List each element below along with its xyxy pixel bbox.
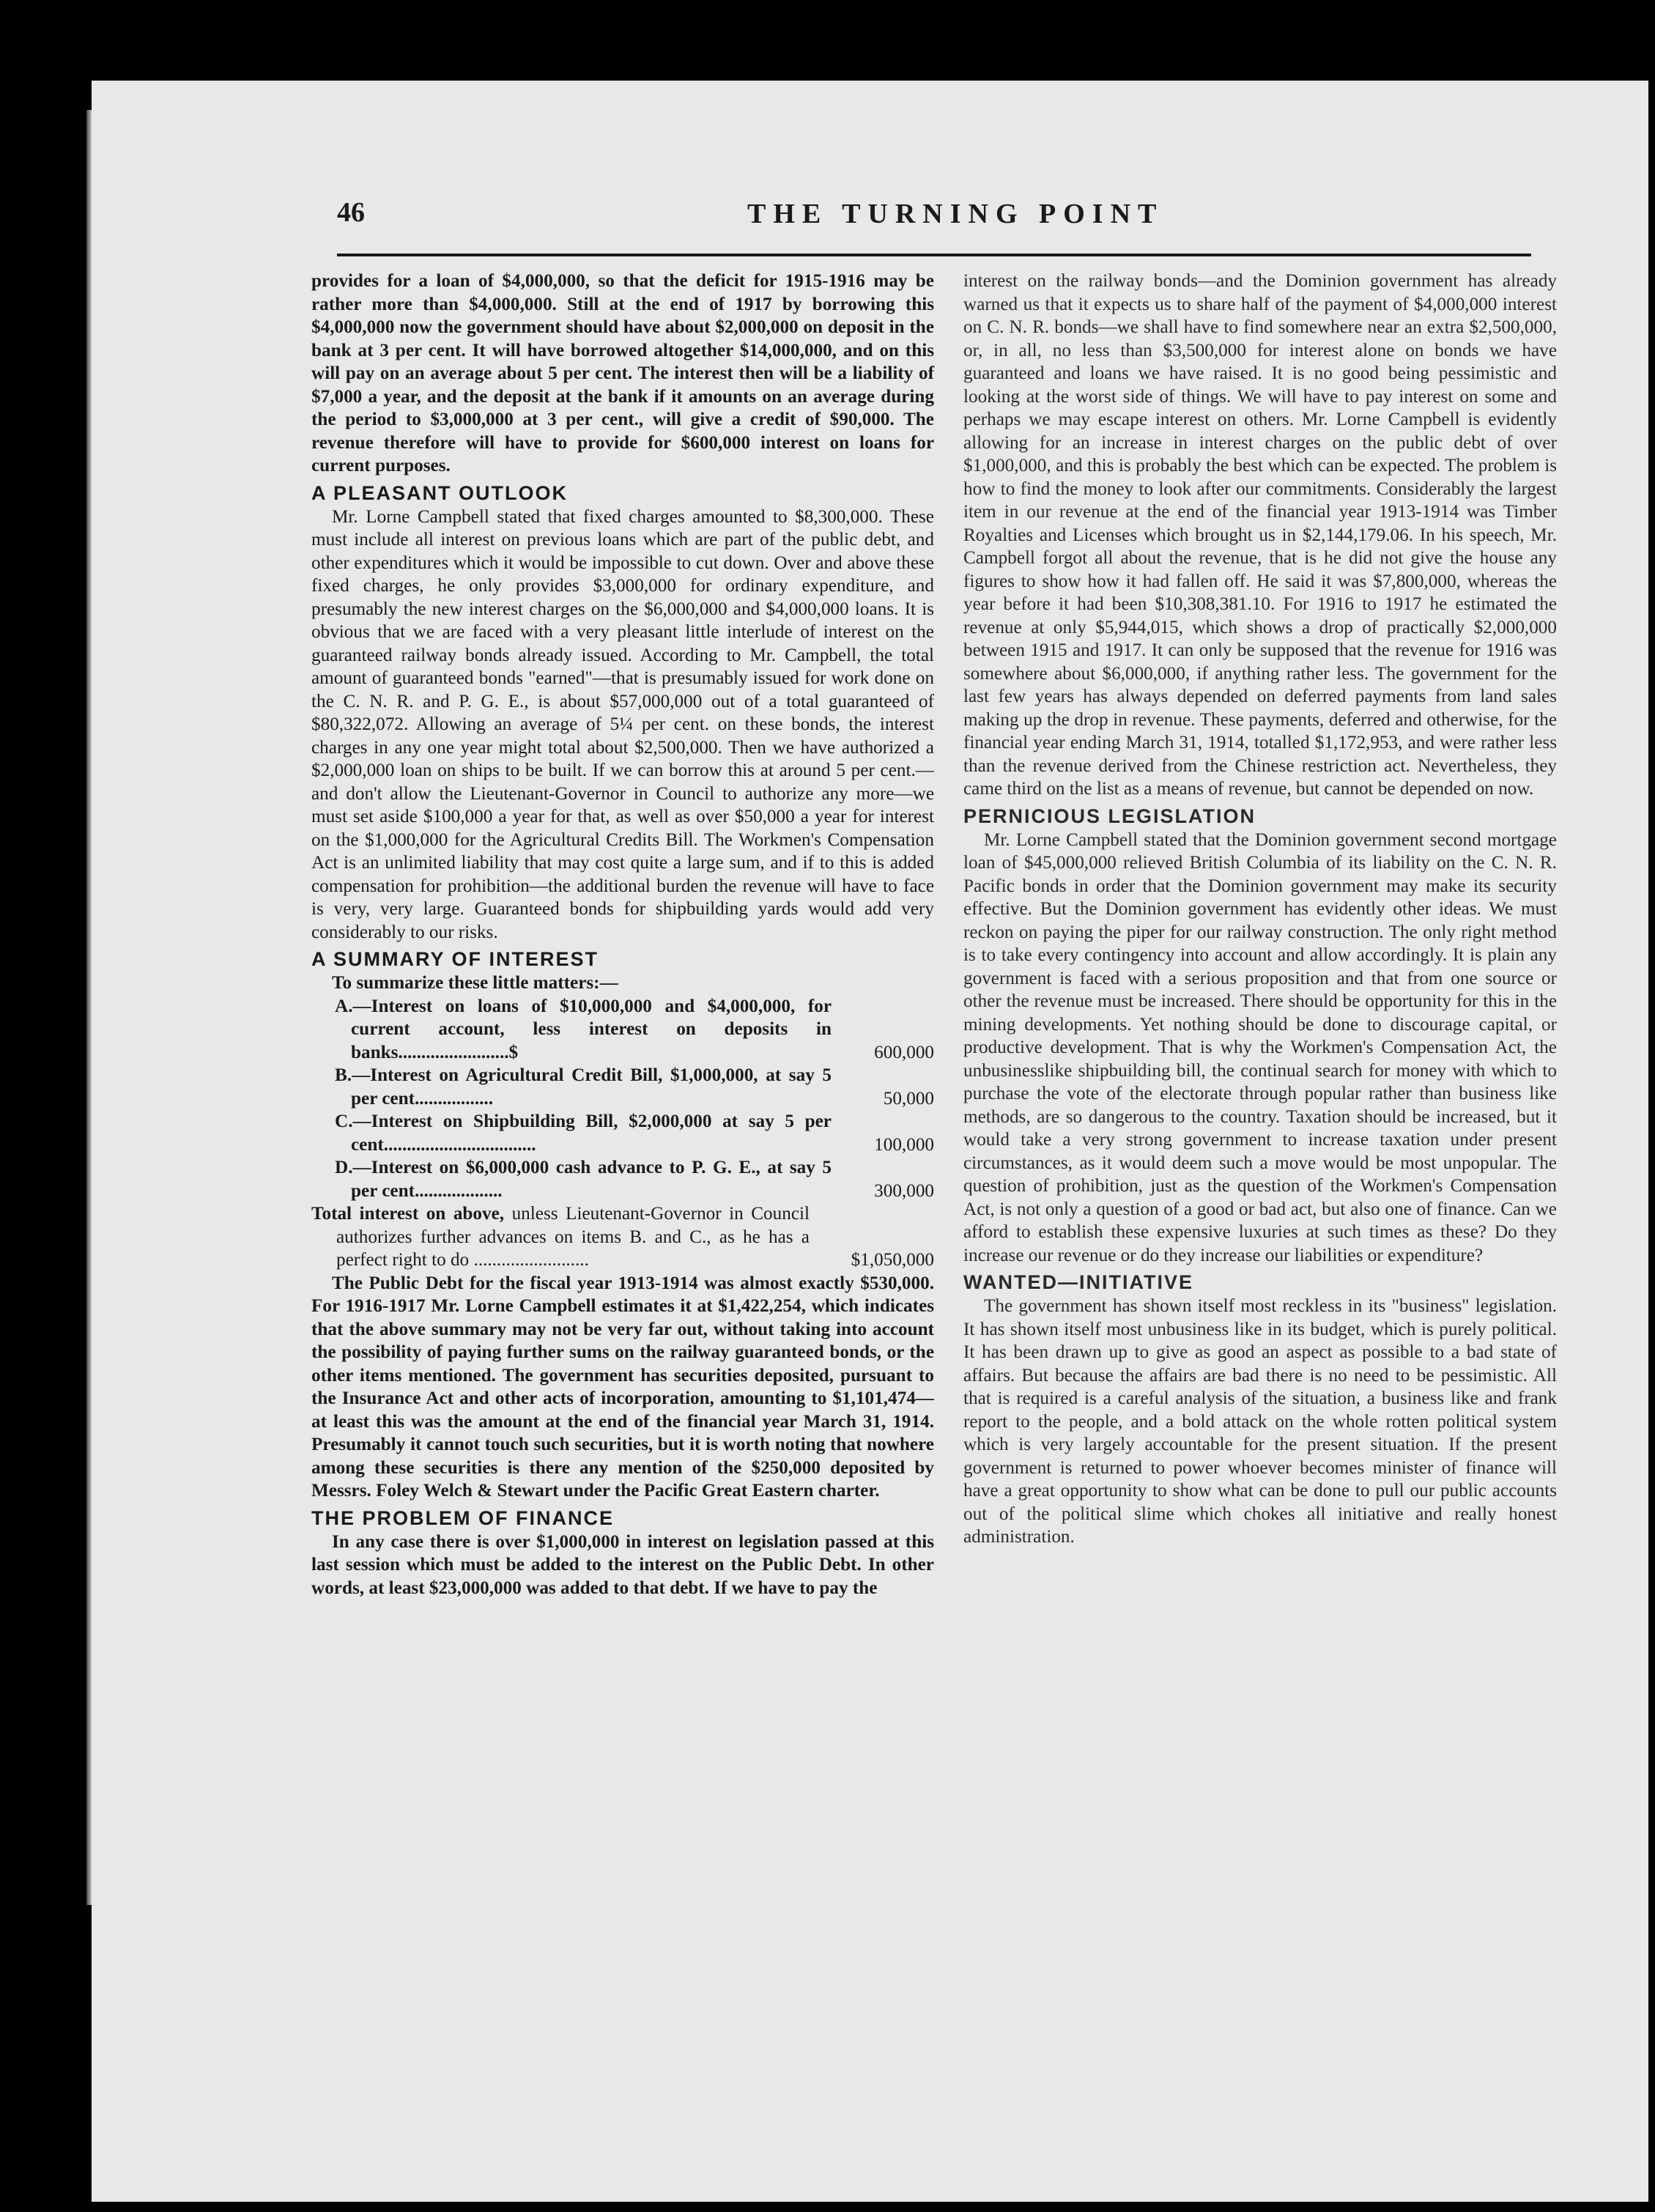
paragraph: interest on the railway bonds—and the Dominion government has already warned us that it expects us to share half of the payment of $4,000,000 interest on C. N. R. bonds—we shall have to find somewhere near an extra $2,500,000, or, in all, no less than $3,500,000 for interest alone on bonds we have guaranteed and loans we have raised. It is no good being pessimistic and looking at the worst side of things. We will have to pay interest on some and perhaps we may escape interest on others. Mr. Lorne Campbell is evidently allowing for an increase in interest charges on the public debt of over $1,000,000, and this is probably the best which can be expected. The problem is how to find the money to look after our commitments. Considerably the largest item in our revenue at the end of the financial year 1913-1914 was Timber Royalties and Licenses which brought us in $2,144,179.06. In his speech, Mr. Campbell forgot all about the revenue, that is he did not give the house any figures to show how it had fallen off. He said it was $7,800,000, whereas the year before it had been $10,308,381.10. For 1916 to 1917 he estimated the revenue at only $5,944,015, which shows a drop of practically $2,000,000 between 1915 and 1917. It can only be supposed that the revenue for 1916 was somewhere about $6,000,000, if anything rather less. The government for the last few years has always depended on deferred payments from land sales making up the drop in revenue. These payments, deferred and otherwise, for the financial year ending March 31, 1914, totalled $1,172,953, and were rather less than the revenue derived from the Chinese restriction act. Nevertheless, they came third on the list as a means of revenue, but cannot be depended on now. bbox=[963, 271, 1557, 799]
summary-item-amount: 100,000 bbox=[874, 1134, 934, 1155]
paragraph: Mr. Lorne Campbell stated that the Dominion government second mortgage loan of $45,000,000 relieved British Columbia of its liability on the C. N. R. Pacific bonds in order that the Dominion government may make its security effective. But the Dominion government has evidently other ideas. We must reckon on paying the piper for our railway construction. The only right method is to take every contingency into account and allow accordingly. It is plain any government is faced with a serious proposition and that from one source or other the revenue must be increased. There should be opportunity for this in the mining developments. Yet nothing should be done to discourage capital, or productive development. That is why the Workmen's Compensation Act, the unbusinesslike shipbuilding bill, the continual search for money with which to purchase the vote of the electorate through popular rather than business like methods, are so dangerous to the country. Taxation should be increased, but it would take a very strong government to increase taxation under present circumstances, as it would deem such a move would be most unpopular. The question of prohibition, just as the question of the Workmen's Compensation Act, is not only a question of a good or bad act, but also one of finance. Can we afford to establish these expensive luxuries at such times as these? Do they increase our revenue or do they increase our liabilities or expenditure? bbox=[963, 829, 1557, 1265]
running-title: THE TURNING POINT bbox=[747, 199, 1164, 229]
section-heading: A PLEASANT OUTLOOK bbox=[311, 481, 568, 504]
summary-item-text: A.—Interest on loans of $10,000,000 and $4,000,000, for current account, less interest on deposits in banks........................$ bbox=[335, 996, 832, 1062]
paragraph: The Public Debt for the fiscal year 1913-1914 was almost exactly $530,000. For 1916-1917 Mr. Lorne Campbell estimates it at $1,422,254, which indicates that the above summary may not be very far out, without taking into account the possibility of paying further sums on the railway guaranteed bonds, or the other items mentioned. The government has securities deposited, pursuant to the Insurance Act and other acts of incorporation, amounting to $1,101,474—at least this was the amount at the end of the financial year March 31, 1914. Presumably it cannot touch such securities, but it is worth noting that nowhere among these securities is there any mention of the $250,000 deposited by Messrs. Foley Welch & Stewart under the Pacific Great Eastern charter. bbox=[311, 1273, 934, 1501]
summary-item-amount: 50,000 bbox=[883, 1088, 934, 1109]
right-column bbox=[963, 270, 1557, 1549]
summary-total-lead: Total interest on above, bbox=[311, 1204, 505, 1224]
page-number: 46 bbox=[337, 197, 365, 228]
section-heading: A SUMMARY OF INTEREST bbox=[311, 948, 599, 970]
summary-item bbox=[311, 1110, 934, 1156]
summary-item-amount: 300,000 bbox=[874, 1180, 934, 1201]
page-header bbox=[337, 196, 1568, 233]
summary-item bbox=[311, 1156, 934, 1202]
summary-item-text: B.—Interest on Agricultural Credit Bill, $1,000,000, at say 5 per cent................. bbox=[335, 1065, 832, 1109]
header-rule bbox=[337, 254, 1531, 256]
summary-item-text: C.—Interest on Shipbuilding Bill, $2,000,000 at say 5 per cent................................. bbox=[335, 1111, 832, 1155]
section-heading: WANTED—INITIATIVE bbox=[963, 1271, 1193, 1293]
summary-item-text: D.—Interest on $6,000,000 cash advance to P. G. E., at say 5 per cent................... bbox=[335, 1158, 832, 1201]
paragraph: In any case there is over $1,000,000 in interest on legislation passed at this last session which must be added to the interest on the Public Debt. In other words, at least $23,000,000 was added to that debt. If we have to pay the bbox=[311, 1531, 934, 1598]
summary-total-text bbox=[311, 1202, 810, 1272]
section-heading: PERNICIOUS LEGISLATION bbox=[963, 804, 1256, 827]
summary-intro: To summarize these little matters:— bbox=[332, 973, 618, 993]
paragraph: provides for a loan of $4,000,000, so that the deficit for 1915-1916 may be rather more than $4,000,000. Still at the end of 1917 by borrowing this $4,000,000 now the government should have about $2,000,000 on deposit in the bank at 3 per cent. It will have borrowed altogether $14,000,000, and on this will pay on an average about 5 per cent. The interest then will be a liability of $7,000 a year, and the deposit at the bank if it amounts on an average during the period to $3,000,000 at 3 per cent., will give a credit of $90,000. The revenue therefore will have to provide for $600,000 interest on loans for current purposes. bbox=[311, 271, 934, 476]
left-column bbox=[311, 270, 934, 1599]
paragraph: Mr. Lorne Campbell stated that fixed charges amounted to $8,300,000. These must include all interest on previous loans which are part of the public debt, and other expenditures which it would be impossible to cut down. Over and above these fixed charges, he only provides $3,000,000 for ordinary expenditure, and presumably the new interest charges on the $6,000,000 and $4,000,000 loans. It is obvious that we are faced with a very pleasant little interlude of interest on the guaranteed railway bonds already issued. According to Mr. Campbell, the total amount of guaranteed bonds "earned"—that is presumably issued for work done on the C. N. R. and P. G. E., is about $57,000,000 out of a total guaranteed of $80,322,072. Allowing an average of 5¼ per cent. on these bonds, the interest charges in any one year might total about $2,500,000. Then we have authorized a $2,000,000 loan on ships to be built. If we can borrow this at around 5 per cent.—and don't allow the Lieutenant-Governor in Council to authorize any more—we must set aside $100,000 a year for that, as well as over $50,000 a year for interest on the $1,000,000 for the Agricultural Credits Bill. The Workmen's Compensation Act is an unlimited liability that may cost quite a large sum, and if to this is added compensation for prohibition—the additional burden the revenue will have to face is very, very large. Guaranteed bonds for shipbuilding yards would add very considerably to our risks. bbox=[311, 506, 934, 942]
summary-item-amount: 600,000 bbox=[874, 1042, 934, 1062]
summary-item bbox=[311, 1064, 934, 1110]
summary-item bbox=[311, 995, 934, 1065]
summary-total bbox=[311, 1202, 934, 1272]
summary-list bbox=[311, 995, 934, 1272]
summary-total-amount: $1,050,000 bbox=[851, 1250, 934, 1270]
paragraph: The government has shown itself most reckless in its "business" legislation. It has shown itself most unbusiness like in its budget, which is purely political. It has been drawn up to give as good an aspect as possible to a bad state of affairs. But because the affairs are bad there is no need to be pessimistic. All that is required is a careful analysis of the situation, a business like and frank report to the people, and a bold attack on the whole rotten political system which is very largely accountable for the present situation. If the present government is returned to power whoever becomes minister of finance will have a great opportunity to show what can be done to pull our public accounts out of the political slime which chokes all initiative and really honest administration. bbox=[963, 1296, 1557, 1547]
summary-total-rest: unless Lieutenant-Governor in Council authorizes further advances on items B. and C., as he has a perfect right to do ......................... bbox=[336, 1204, 810, 1270]
section-heading: THE PROBLEM OF FINANCE bbox=[311, 1506, 614, 1529]
